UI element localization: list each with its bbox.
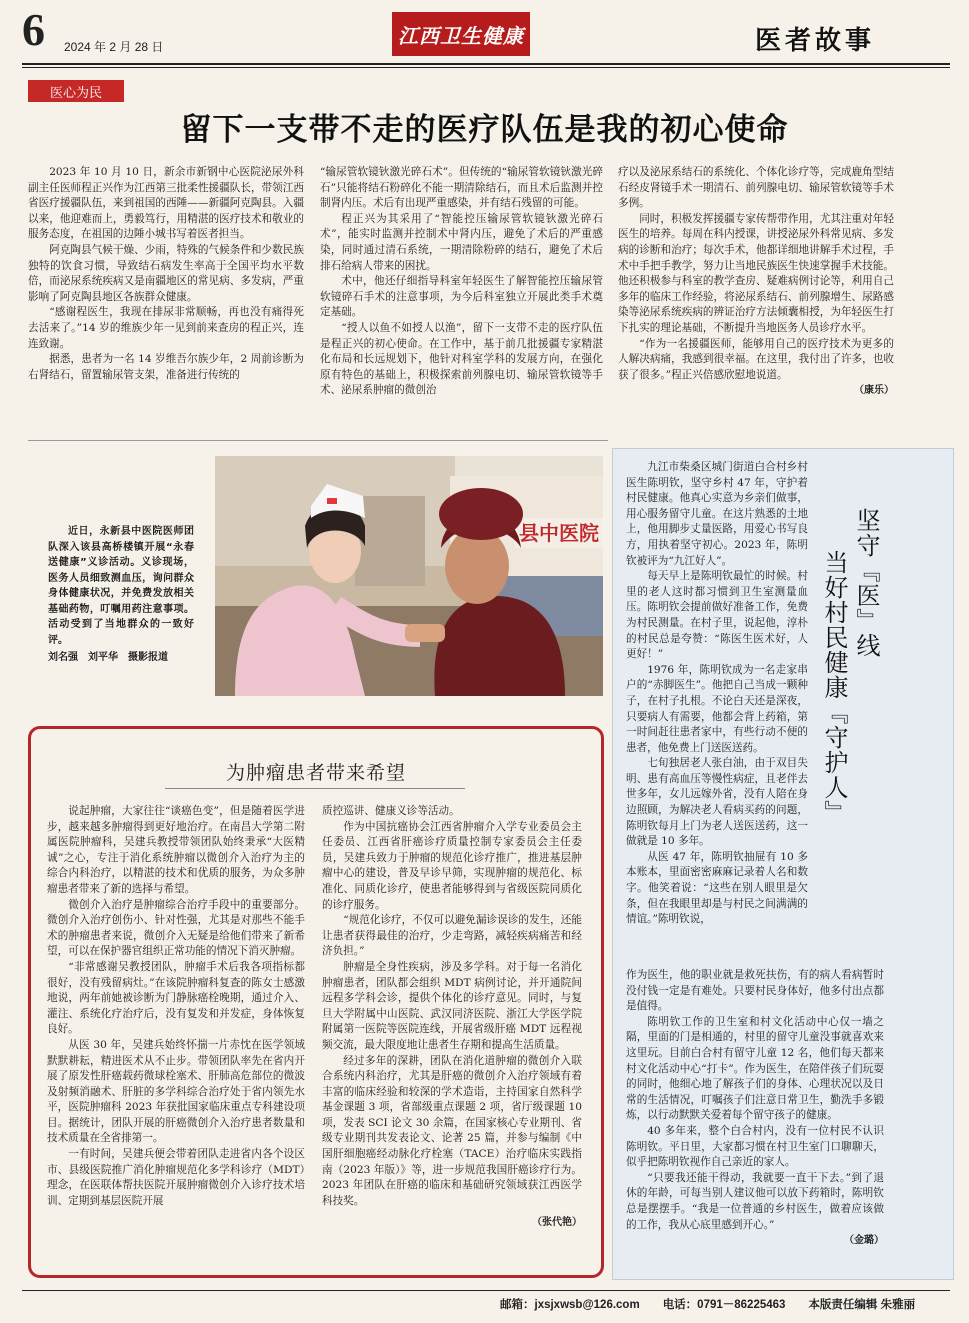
footer-phone: 电话：0791－86225463 xyxy=(662,1299,786,1311)
paragraph: 2023 年 10 月 10 日，新余市新钢中心医院泌尿外科副主任医师程正兴作为江西第三批柔性援疆队长，带领江西省医疗援疆队伍，来到祖国的西陲——新疆阿克陶县。入疆以来，他迎难而上，勇毅笃行，用精湛的医疗技术和敬业的服务态度，在祖国的边陲小城书写着医者担当。 xyxy=(28,166,304,241)
box-article-byline: （张代艳） xyxy=(532,1217,582,1229)
masthead-rule-thin xyxy=(22,67,950,68)
photo-caption xyxy=(48,524,194,666)
side-article-byline: （金璐） xyxy=(844,1235,884,1247)
news-photo xyxy=(215,456,603,696)
paragraph: 九江市柴桑区城门街道白合村乡村医生陈明钦，坚守乡村 47 年，守护着村民健康。他真心实意为乡亲们做事，用心服务留守儿童。在这片熟悉的土地上，他用脚步丈量医路，用爱心书写良方，用执着坚守初心。2023 年，陈明钦被评为“九江好人”。 xyxy=(626,461,808,567)
paragraph: “只要我还能干得动，我就要一直干下去。”到了退休的年龄，可每当别人建议他可以放下药箱时，陈明钦总是摆摆手。“我是一位普通的乡村医生，做着应该做的工作，我从心底里感到开心。” xyxy=(626,1171,884,1231)
column-badge: 医心为民 xyxy=(28,80,124,102)
paragraph: “授人以鱼不如授人以渔”，留下一支带不走的医疗队伍是程正兴的初心使命。在工作中，基于前几批援疆专家精湛化布局和长远规划下，他针对科室学科的发展方向，在强化原有特色的基础上，积极探索前列腺电切、输尿管软镜等手术、泌尿系肿瘤的微创治 xyxy=(320,321,603,397)
paragraph: 据悉，患者为一名 14 岁维吾尔族少年，2 周前诊断为右肾结石，留置输尿管支架，准备进行传统的 xyxy=(28,353,304,381)
paragraph: 作为医生，他的职业就是救死扶伤，有的病人看病暂时没付钱一定是有难处。只要村民身体好，他多付出点都是值得。 xyxy=(626,969,884,1013)
paragraph: “作为一名援疆医师，能够用自己的医疗技术为更多的人解决病痛，我感到很幸福。在这里，我付出了许多，也收获了很多。”程正兴倍感欣慰地说道。 xyxy=(618,337,894,381)
paragraph: 肿瘤是全身性疾病，涉及多学科。对于每一名消化肿瘤患者，团队都会组织 MDT 病例讨论，并开通院间远程多学科会诊，提供个体化的诊疗意见。同时，与复旦大学附属中山医院、武汉同济医院、浙江大学医学院附属第一医院等医院连线，开展省级肝癌 MDT 远程视频交流，最大限度地让患者生存期和提高生活质量。 xyxy=(322,960,582,1051)
section-title: 医者故事 xyxy=(755,26,876,56)
paragraph: 作为中国抗癌协会江西省肿瘤介入学专业委员会主任委员、江西省肝癌诊疗质量控制专家委员会主任委员，吴建兵致力于肿瘤的规范化诊疗推广，推进基层肿瘤中心的建设，普及早诊早筛，实现肿瘤的规范化、标准化、同质化诊疗，使患者能够得到与省级医院同质化的诊疗服务。 xyxy=(322,820,582,911)
paragraph: 程正兴为其采用了“智能控压输尿管软镜钬激光碎石术”，能实时监测并控制术中肾内压，避免了术后的严重感染，同时通过清石系统，一期清除粉碎的结石，避免了术后排石给病人带来的困扰。 xyxy=(320,212,603,272)
paragraph: 微创介入治疗是肿瘤综合治疗手段中的重要部分。微创介入治疗创伤小、针对性强，尤其是对那些不能手术的肿瘤患者来说，微创介入无疑是给他们带来了新希望，可以在保护器官组织正常功能的情况下消灭肿瘤。 xyxy=(47,898,305,958)
box-article-title: 为肿瘤患者带来希望 xyxy=(225,762,406,784)
issue-date: 2024 年 2 月 28 日 xyxy=(64,40,164,54)
masthead-rule xyxy=(22,63,950,65)
paragraph: 术中，他还仔细指导科室年轻医生了解智能控压输尿管软镜碎石手术的注意事项，为今后科室独立开展此类手术奠定基础。 xyxy=(320,275,603,319)
footer-info xyxy=(500,1296,915,1312)
title-line-2: 当好村民健康『守护人』 xyxy=(820,550,848,825)
caption-text: 近日，永新县中医院医师团队深入该县高桥楼镇开展“永春送健康”义诊活动。义诊现场，医务人员细致测血压，询问群众身体健康状况，并免费发放相关基础药物，叮嘱用药注意事项。活动受到了当地群众的一致好评。 xyxy=(48,526,194,646)
top-article-column-1 xyxy=(28,165,304,383)
footer-rule xyxy=(22,1290,950,1291)
paragraph: 从医 47 年，陈明钦抽屉有 10 多本账本，里面密密麻麻记录着人名和数字。他笑着说：“这些在别人眼里是欠条，但在我眼里却是与村民之间满满的情谊。”陈明钦说， xyxy=(626,850,808,926)
top-article-byline: （康乐） xyxy=(854,385,894,397)
paragraph: 疗以及泌尿系结石的系统化、个体化诊疗等，完成鹿角型结石经皮肾镜手术一期清石、前列腺电切、输尿管软镜等手术多例。 xyxy=(618,166,894,210)
paragraph: “非常感谢吴教授团队，肿瘤手术后我各项指标都很好，没有残留病灶。”在该院肿瘤科复查的陈女士感激地说，两年前她被诊断为门静脉癌栓晚期，通过介入、灌注、系统化疗治疗后，没有复发和并发症，身体恢复良好。 xyxy=(47,960,305,1036)
page-number: 6 xyxy=(22,4,45,55)
paragraph: 40 多年来，整个白合村内，没有一位村民不认识陈明钦。平日里，大家都习惯在村卫生室门口聊聊天，似乎把陈明钦视作自己亲近的家人。 xyxy=(626,1124,884,1169)
paragraph: 经过多年的深耕，团队在消化道肿瘤的微创介入联合系统内科治疗，尤其是肝癌的微创介入治疗领域有着丰富的临床经验和较深的学术造诣，主持国家自然科学基金课题 3 项，省部级重点课题 2 项，省厅级课题 10 项，发表 SCI 论文 30 余篇，在国家核心专业期刊、省级专业期刊共发表论文、论著 25 篇，并参与编制《中国肝细胞癌经动脉化疗栓塞（TACE）治疗临床实践指南（2023 年版）》等，进一步规范我国肝癌诊疗行为。2023 年团队在肝癌的临床和基础研究领域获江西医学科技奖。 xyxy=(322,1054,582,1207)
paragraph: 七旬独居老人张白油，由于双目失明、患有高血压等慢性病症，且老伴去世多年，女儿远嫁外省，没有人陪在身边照顾，为解决老人看病买药的问题，陈明钦每月上门为老人送医送药，这一做就是 10 多年。 xyxy=(626,757,808,848)
paragraph: “输尿管软镜钬激光碎石术”。但传统的“输尿管软镜钬激光碎石”只能将结石粉碎化不能一期清除结石，而且术后监测并控制肾内压。术后有出现严重感染，并有结石残留的可能。 xyxy=(320,166,603,210)
paragraph: 阿克陶县气候干燥、少雨，特殊的气候条件和少数民族独特的饮食习惯，导致结石病发生率高于全国平均水平数倍，而泌尿系统疾病又是南疆地区的常见病、多发病，严重影响了阿克陶县地区各族群众健康。 xyxy=(28,243,304,303)
side-article-title xyxy=(820,508,882,825)
photo-credit: 刘名强 刘平华 摄影报道 xyxy=(48,652,168,663)
sign-text: 县中医院 xyxy=(519,521,599,545)
paragraph: 每天早上是陈明钦最忙的时候。村里的老人这时都习惯到卫生室测量血压。陈明钦会提前做好准备工作，免费为村民测量。在村子里，说起他，淳朴的村民总是夸赞：“陈医生医术好，人更好！” xyxy=(626,570,808,661)
paragraph: “感谢程医生，我现在排尿非常顺畅，再也没有痛得死去活来了。”14 岁的维族少年一见到前来查房的程正兴，连连致谢。 xyxy=(28,306,304,350)
paragraph: 陈明钦工作的卫生室和村文化活动中心仅一墙之隔，里面的门是相通的，村里的留守儿童没事就喜欢来这里玩。目前白合村有留守儿童 12 名，他们每天都来村文化活动中心“打卡”。作为医生，在陪伴孩子们玩耍的同时，他细心地了解孩子们的身体、心理状况以及日常的生活情况，叮嘱孩子们注意日常卫生，勤洗手多锻炼，以行动默默关爱着每个留守孩子的健康。 xyxy=(626,1015,884,1122)
paragraph: “规范化诊疗，不仅可以避免漏诊误诊的发生，还能让患者获得最佳的治疗，少走弯路，减轻疾病痛苦和经济负担。” xyxy=(322,914,582,958)
footer-email: 邮箱：jxsjxwsb@126.com xyxy=(500,1299,640,1311)
photo-illustration xyxy=(215,456,603,696)
paragraph: 质控巡讲、健康义诊等活动。 xyxy=(322,805,460,817)
paragraph: 说起肿瘤，大家往往“谈癌色变”，但是随着医学进步，越来越多肿瘤得到更好地治疗。在南昌大学第二附属医院肿瘤科，吴建兵教授带领团队始终秉承“大医精诚”之心，专注于消化系统肿瘤以微创介入治疗为主的综合内科治疗，以精湛的技术和优质的服务，为众多肿瘤患者带来了新的选择与希望。 xyxy=(47,805,305,895)
box-article-column-1 xyxy=(47,804,305,1209)
box-article-column-2 xyxy=(322,804,582,1231)
paragraph: 从医 30 年，吴建兵始终怀揣一片赤忱在医学领域默默耕耘，精进医术从不止步。带领团队率先在省内开展了原发性肝癌载药微球栓塞术、肝肺高危部位的微波及射频消融术、肝脏的多学科综合治疗处于省内领先水平，医院肿瘤科 2023 年获批国家临床重点专科建设项目。据统计，团队开展的肝癌微创介入治疗患者数量和技术质量在全省排第一。 xyxy=(47,1038,305,1145)
newspaper-logo: 江西卫生健康 xyxy=(392,12,530,56)
top-article-column-3 xyxy=(618,165,894,399)
main-headline: 留下一支带不走的医疗队伍是我的初心使命 xyxy=(180,112,789,148)
paragraph: 同时，积极发挥援疆专家传帮带作用，尤其注重对年轻医生的培养。每周在科内授课，讲授泌尿外科常见病、多发病的诊断和治疗；每次手术，他都详细地讲解手术过程，手术中手把手教学，努力让当地民族医生快速掌握手术技能。他还积极参与科室的教学查房、疑难病例讨论等，利用自己多年的临床工作经验，将泌尿系结石、前列腺增生、尿路感染等泌尿系统疾病的辨证治疗方法倾囊相授，为年轻医生打下扎实的理论基础，不断提升当地医务人员诊疗水平。 xyxy=(618,212,894,334)
paragraph: 1976 年，陈明钦成为一名走家串户的“赤脚医生”。他把自己当成一颗种子，在村子扎根。不论白天还是深夜，只要病人有需要，他都会背上药箱，第一时间赶往患者家中，有些行动不便的患者，他免费上门送医送药。 xyxy=(626,663,808,754)
section-divider xyxy=(28,440,608,441)
side-article-wide-column xyxy=(626,968,884,1249)
paragraph: 一有时间，吴建兵便会带着团队走进省内各个设区市、县级医院推广消化肿瘤规范化多学科诊疗（MDT）理念，在医联体帮扶医院开展肿瘤微创介入诊疗技术培训、定期到基层医院开展 xyxy=(47,1148,305,1207)
footer-editor: 本版责任编辑 朱雅丽 xyxy=(808,1299,916,1311)
box-title-underline xyxy=(165,788,465,789)
top-article-column-2 xyxy=(320,165,603,399)
title-line-1: 坚守『医』线 xyxy=(852,508,880,658)
side-article-narrow-column xyxy=(626,460,808,928)
